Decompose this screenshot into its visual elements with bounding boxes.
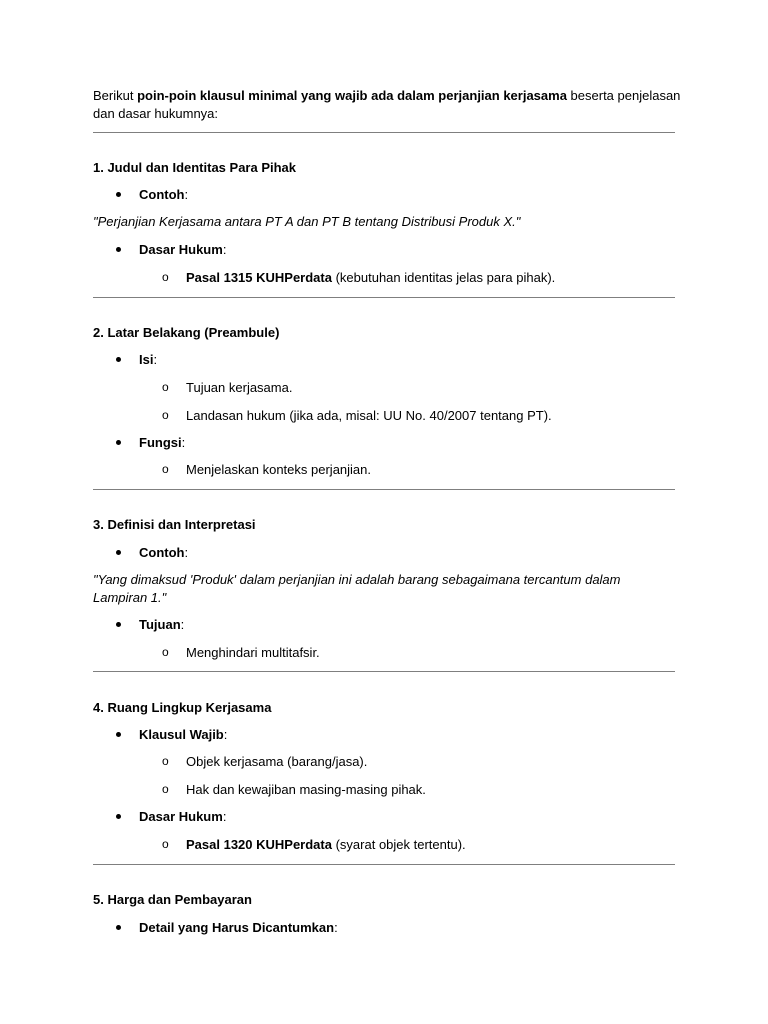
section-1-dasar-label: Dasar Hukum: bbox=[139, 242, 227, 257]
section-4-dasar-item: Pasal 1320 KUHPerdata (syarat objek tertentu). bbox=[186, 837, 466, 852]
section-2-fungsi-item: Menjelaskan konteks perjanjian. bbox=[186, 462, 371, 477]
circle-bullet-icon: o bbox=[162, 270, 169, 284]
section-1-example: "Perjanjian Kerjasama antara PT A dan PT B tentang Distribusi Produk X." bbox=[93, 214, 521, 229]
divider bbox=[93, 864, 675, 865]
section-2-isi-label: Isi: bbox=[139, 352, 158, 367]
bullet-icon bbox=[116, 814, 121, 819]
section-5-detail-label: Detail yang Harus Dicantumkan: bbox=[139, 920, 338, 935]
section-2-isi-item: Tujuan kerjasama. bbox=[186, 380, 293, 395]
circle-bullet-icon: o bbox=[162, 408, 169, 422]
section-3-tujuan-item: Menghindari multitafsir. bbox=[186, 645, 320, 660]
section-4-klausul-item: Hak dan kewajiban masing-masing pihak. bbox=[186, 782, 426, 797]
section-4-klausul-label: Klausul Wajib: bbox=[139, 727, 228, 742]
bullet-icon bbox=[116, 247, 121, 252]
section-3-title: 3. Definisi dan Interpretasi bbox=[93, 517, 256, 532]
section-1-title: 1. Judul dan Identitas Para Pihak bbox=[93, 160, 297, 175]
section-4-dasar-label: Dasar Hukum: bbox=[139, 809, 227, 824]
bullet-icon bbox=[116, 357, 121, 362]
section-2-isi-item: Landasan hukum (jika ada, misal: UU No. 40/2007 tentang PT). bbox=[186, 408, 552, 423]
section-1-contoh: Contoh: bbox=[139, 187, 189, 202]
divider bbox=[93, 489, 675, 490]
bullet-icon bbox=[116, 192, 121, 197]
intro-bold: poin-poin klausul minimal yang wajib ada dalam perjanjian kerjasama bbox=[137, 88, 567, 103]
bullet-icon bbox=[116, 550, 121, 555]
bullet-icon bbox=[116, 622, 121, 627]
section-4-klausul-item: Objek kerjasama (barang/jasa). bbox=[186, 754, 368, 769]
bullet-icon bbox=[116, 440, 121, 445]
intro-line-2: dan dasar hukumnya: bbox=[93, 106, 219, 121]
intro-prefix: Berikut bbox=[93, 88, 138, 103]
section-2-title: 2. Latar Belakang (Preambule) bbox=[93, 325, 280, 340]
circle-bullet-icon: o bbox=[162, 754, 169, 768]
circle-bullet-icon: o bbox=[162, 645, 169, 659]
divider bbox=[93, 671, 675, 672]
section-3-tujuan-label: Tujuan: bbox=[139, 617, 185, 632]
circle-bullet-icon: o bbox=[162, 837, 169, 851]
section-5-title: 5. Harga dan Pembayaran bbox=[93, 892, 252, 907]
intro-line-1 bbox=[93, 87, 680, 104]
divider bbox=[93, 297, 675, 298]
bullet-icon bbox=[116, 732, 121, 737]
bullet-icon bbox=[116, 925, 121, 930]
section-1-dasar-item: Pasal 1315 KUHPerdata (kebutuhan identitas jelas para pihak). bbox=[186, 270, 556, 285]
section-3-example-line-1: "Yang dimaksud 'Produk' dalam perjanjian ini adalah barang sebagaimana tercantum dalam bbox=[93, 572, 621, 587]
section-4-title: 4. Ruang Lingkup Kerjasama bbox=[93, 700, 272, 715]
section-3-contoh: Contoh: bbox=[139, 545, 189, 560]
circle-bullet-icon: o bbox=[162, 782, 169, 796]
intro-suffix: beserta penjelasan bbox=[566, 88, 681, 103]
circle-bullet-icon: o bbox=[162, 380, 169, 394]
circle-bullet-icon: o bbox=[162, 462, 169, 476]
section-2-fungsi-label: Fungsi: bbox=[139, 435, 186, 450]
divider bbox=[93, 132, 675, 133]
section-3-example-line-2: Lampiran 1." bbox=[93, 590, 167, 605]
